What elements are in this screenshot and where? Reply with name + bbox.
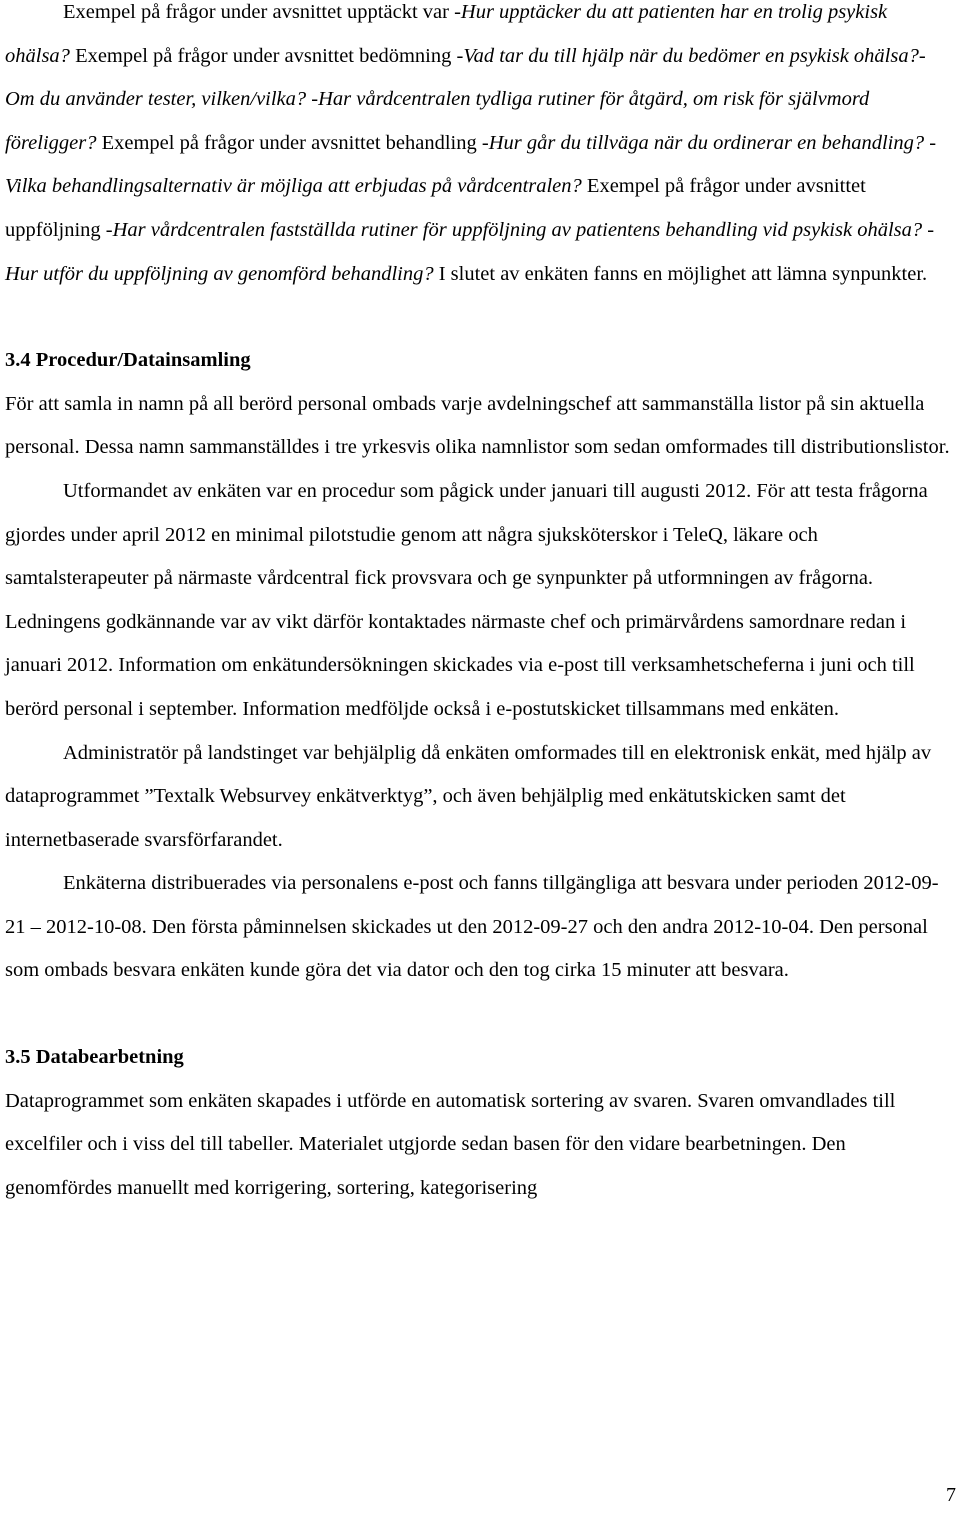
intro-s4-question-2: -Hur utför du uppföljning av genomförd behandling? [5, 218, 935, 285]
intro-s2-question-3: -Har vårdcentralen tydliga rutiner för åtgärd, om risk för självmord föreligger? [5, 88, 870, 154]
intro-s3-question-2: -Vilka behandlingsalternativ är möjliga att erbjudas på vårdcentralen? [5, 131, 937, 198]
intro-s5: I slutet av enkäten fanns en möjlighet att lämna synpunkter. [433, 262, 928, 285]
intro-s2-pre: Exempel på frågor under avsnittet bedömning - [69, 44, 464, 67]
section-3-4-paragraph-1: För att samla in namn på all berörd personal ombads varje avdelningschef att sammanställa listor på sin aktuella personal. Dessa namn sammanställdes i tre yrkesvis olika namnlistor som sedan omformades till distributionslistor. [5, 392, 950, 459]
section-heading-3-4: 3.4 Procedur/Datainsamling [5, 349, 251, 372]
section-3-5-paragraph-1: Dataprogrammet som enkäten skapades i utförde en automatisk sortering av svaren. Svaren omvandlades till excelfiler och i viss del till tabeller. Materialet utgjorde sedan basen för den vidare bearbetningen. Den genomfördes manuellt med korrigering, sortering, kategorisering [5, 1089, 896, 1199]
section-3-4-paragraph-2: Utformandet av enkäten var en procedur som pågick under januari till augusti 2012. För att testa frågorna gjordes under april 2012 en minimal pilotstudie genom att några sjuksköterskor i TeleQ, läkare och samtalsterapeuter på närmaste vårdcentral fick provsvara och ge synpunkter på utformningen av frågorna. Ledningens godkännande var av vikt därför kontaktades närmaste chef och primärvårdens samordnare redan i januari 2012. Information om enkätundersökningen skickades via e-post till verksamhetscheferna i juni och till berörd personal i september. Information medföljde också i e-postutskicket tillsammans med enkäten. [5, 479, 928, 720]
intro-s1-question: -Hur upptäcker du att patienten har en trolig psykisk ohälsa? [5, 1, 888, 67]
intro-s4-pre: Exempel på frågor under avsnittet uppföljning - [5, 175, 866, 241]
intro-s3-question-1: Hur går du tillväga när du ordinerar en behandling? [488, 131, 925, 154]
document-page [5, 0, 955, 1210]
section-heading-3-5: 3.5 Databearbetning [5, 1046, 184, 1069]
intro-s2-question-2: -Om du använder tester, vilken/vilka? [5, 44, 926, 111]
page-number: 7 [946, 1484, 956, 1506]
intro-s3-pre: Exempel på frågor under avsnittet behandling - [96, 131, 489, 154]
intro-s1-pre: Exempel på frågor under avsnittet upptäckt var [63, 1, 455, 23]
intro-paragraph [5, 0, 955, 296]
intro-s2-question-1: Vad tar du till hjälp när du bedömer en psykisk ohälsa? [463, 44, 919, 67]
section-3-4-paragraph-4: Enkäterna distribuerades via personalens e-post och fanns tillgängliga att besvara under perioden 2012-09-21 – 2012-10-08. Den första påminnelsen skickades ut den 2012-09-27 och den andra 2012-10-04. Den personal som ombads besvara enkäten kunde göra det via dator och den tog cirka 15 minuter att besvara. [5, 872, 939, 982]
section-3-4-paragraph-3: Administratör på landstinget var behjälplig då enkäten omformades till en elektronisk enkät, med hjälp av dataprogrammet ”Textalk Websurvey enkätverktyg”, och även behjälplig med enkätutskicken samt det internetbaserade svarsförfarandet. [5, 741, 932, 851]
intro-s4-question-1: Har vårdcentralen fastställda rutiner för uppföljning av patientens behandling vid psykisk ohälsa? [112, 218, 923, 241]
